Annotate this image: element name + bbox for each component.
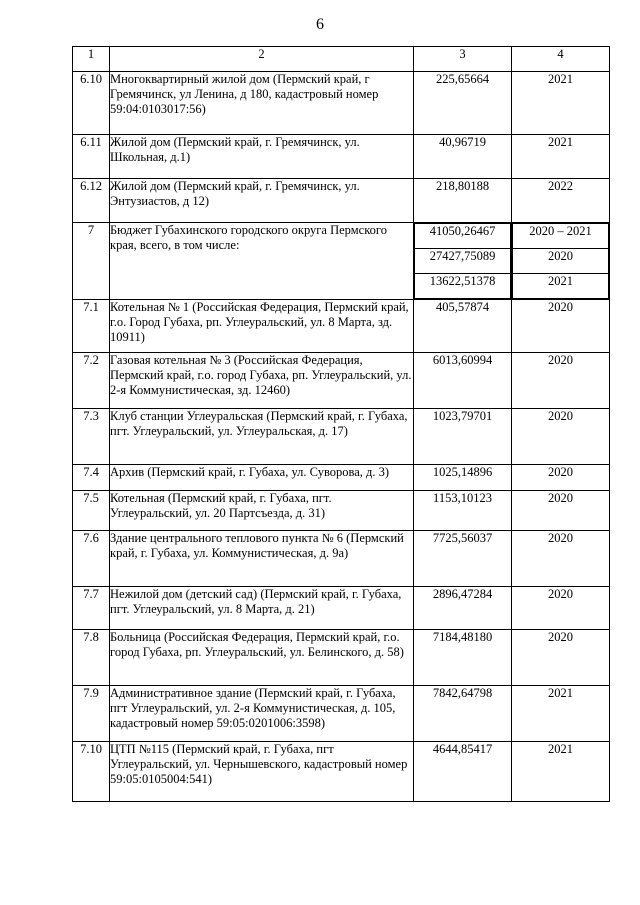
row-year: 2020 xyxy=(512,630,610,686)
row-year: 2021 xyxy=(512,686,610,742)
row-amount: 40,96719 xyxy=(414,135,512,179)
table-row xyxy=(73,630,610,686)
row-amount: 6013,60994 xyxy=(414,353,512,409)
table-row xyxy=(73,135,610,179)
row-year: 2021 xyxy=(512,72,610,135)
data-table xyxy=(72,46,610,802)
row-number: 7.1 xyxy=(73,300,110,353)
row-number: 7.7 xyxy=(73,587,110,630)
row-amount: 2896,47284 xyxy=(414,587,512,630)
table-row xyxy=(73,531,610,587)
row-amount: 405,57874 xyxy=(414,300,512,353)
row-description: ЦТП №115 (Пермский край, г. Губаха, пгт Углеуральский, ул. Чернышевского, кадастровый номер 59:05:0105004:541) xyxy=(110,742,414,802)
row-number: 6.10 xyxy=(73,72,110,135)
table-row xyxy=(73,353,610,409)
row-number: 7 xyxy=(73,223,110,300)
row-description: Больница (Российская Федерация, Пермский край, г.о. город Губаха, рп. Углеуральский, ул. Белинского, д. 58) xyxy=(110,630,414,686)
column-header: 3 xyxy=(414,47,512,72)
row-amount: 1023,79701 xyxy=(414,409,512,465)
row-amount: 218,80188 xyxy=(414,179,512,223)
row-number: 7.4 xyxy=(73,465,110,491)
row-description: Жилой дом (Пермский край, г. Гремячинск, ул. Энтузиастов, д 12) xyxy=(110,179,414,223)
row-description: Многоквартирный жилой дом (Пермский край, г Гремячинск, ул Ленина, д 180, кадастровый номер 59:04:0103017:56) xyxy=(110,72,414,135)
row-description: Административное здание (Пермский край, г. Губаха, пгт Углеуральский, ул. 2-я Коммунистическая, д. 105, кадастровый номер 59:05:0201006:3598) xyxy=(110,686,414,742)
row-year: 2021 xyxy=(513,274,609,299)
row-year: 2020 xyxy=(513,249,609,274)
row-amount: 4644,85417 xyxy=(414,742,512,802)
row-number: 7.8 xyxy=(73,630,110,686)
row-description: Нежилой дом (детский сад) (Пермский край, г. Губаха, пгт. Углеуральский, ул. 8 Марта, д. 21) xyxy=(110,587,414,630)
table-row xyxy=(73,587,610,630)
table-row xyxy=(73,686,610,742)
row-number: 7.3 xyxy=(73,409,110,465)
row-number: 7.6 xyxy=(73,531,110,587)
row-amount: 7184,48180 xyxy=(414,630,512,686)
column-header: 2 xyxy=(110,47,414,72)
row-amount: 1025,14896 xyxy=(414,465,512,491)
row-amount: 13622,51378 xyxy=(415,274,511,299)
row-amount: 7725,56037 xyxy=(414,531,512,587)
row-description: Архив (Пермский край, г. Губаха, ул. Суворова, д. 3) xyxy=(110,465,414,491)
row-year: 2021 xyxy=(512,742,610,802)
table-row xyxy=(73,491,610,531)
row-number: 7.2 xyxy=(73,353,110,409)
row-year: 2020 – 2021 xyxy=(513,224,609,249)
row-amount: 41050,26467 xyxy=(415,224,511,249)
row-amount: 1153,10123 xyxy=(414,491,512,531)
row-description: Газовая котельная № 3 (Российская Федерация, Пермский край, г.о. город Губаха, рп. Углеуральский, ул. 2-я Коммунистическая, зд. 12460) xyxy=(110,353,414,409)
row-amount: 7842,64798 xyxy=(414,686,512,742)
row-description: Жилой дом (Пермский край, г. Гремячинск, ул. Школьная, д.1) xyxy=(110,135,414,179)
row-description: Бюджет Губахинского городского округа Пермского края, всего, в том числе: xyxy=(110,223,414,300)
page-number: 6 xyxy=(316,16,324,33)
table-header-row xyxy=(73,47,610,72)
table-row xyxy=(73,300,610,353)
row-year: 2020 xyxy=(512,587,610,630)
row-year: 2020 xyxy=(512,300,610,353)
column-header: 4 xyxy=(512,47,610,72)
row-year: 2020 xyxy=(512,353,610,409)
row-year: 2022 xyxy=(512,179,610,223)
row-description: Здание центрального теплового пункта № 6 (Пермский край, г. Губаха, ул. Коммунистическая, д. 9а) xyxy=(110,531,414,587)
table-row xyxy=(73,72,610,135)
row-amount: 225,65664 xyxy=(414,72,512,135)
table-row xyxy=(73,742,610,802)
row-year-group xyxy=(512,223,610,300)
row-description: Котельная (Пермский край, г. Губаха, пгт. Углеуральский, ул. 20 Партсъезда, д. 31) xyxy=(110,491,414,531)
row-amount-group xyxy=(414,223,512,300)
row-year: 2020 xyxy=(512,409,610,465)
row-number: 7.9 xyxy=(73,686,110,742)
row-description: Клуб станции Углеуральская (Пермский край, г. Губаха, пгт. Углеуральский, ул. Углеуральская, д. 17) xyxy=(110,409,414,465)
row-year: 2021 xyxy=(512,135,610,179)
column-header: 1 xyxy=(73,47,110,72)
row-number: 6.11 xyxy=(73,135,110,179)
row-year: 2020 xyxy=(512,491,610,531)
row-number: 7.5 xyxy=(73,491,110,531)
row-description: Котельная № 1 (Российская Федерация, Пермский край, г.о. Город Губаха, рп. Углеуральский, ул. 8 Марта, зд. 10911) xyxy=(110,300,414,353)
row-amount: 27427,75089 xyxy=(415,249,511,274)
row-number: 7.10 xyxy=(73,742,110,802)
table-row xyxy=(73,223,610,300)
table-row xyxy=(73,465,610,491)
row-year: 2020 xyxy=(512,531,610,587)
row-year: 2020 xyxy=(512,465,610,491)
table-row xyxy=(73,179,610,223)
table-row xyxy=(73,409,610,465)
row-number: 6.12 xyxy=(73,179,110,223)
